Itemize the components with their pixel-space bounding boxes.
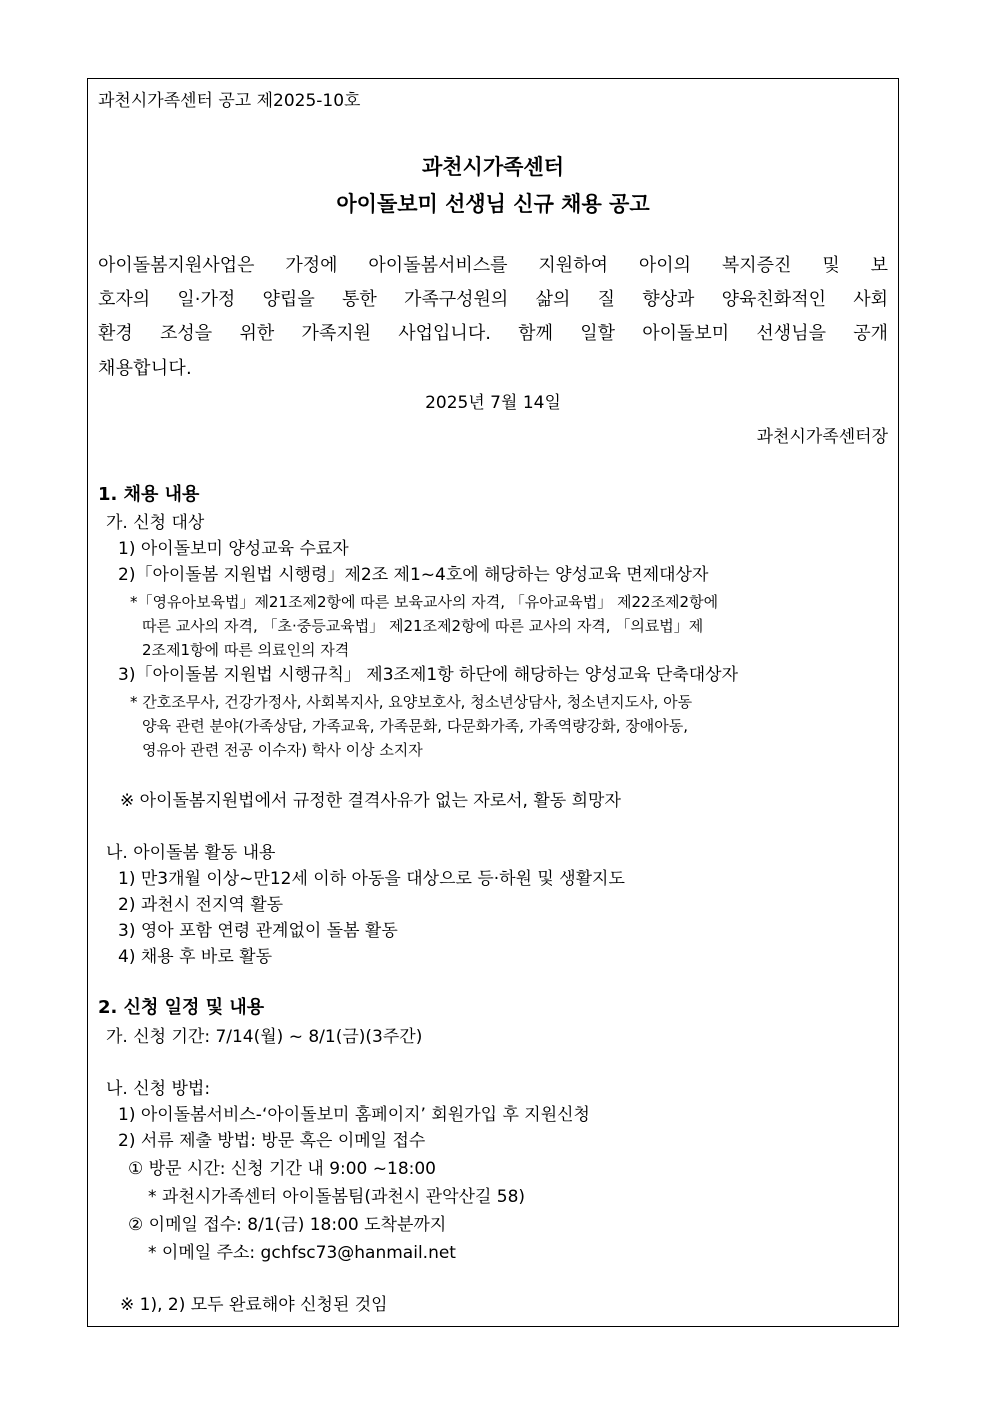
intro-line-3: 환경 조성을 위한 가족지원 사업입니다. 함께 일할 아이돌보미 선생님을 공개 <box>98 323 888 344</box>
page-title: 아이돌보미 선생님 신규 채용 공고 <box>336 192 650 216</box>
intro-line-2: 호자의 일·가정 양립을 통한 가족구성원의 삶의 질 향상과 양육친화적인 사회 <box>98 289 888 310</box>
list-item: 3) 영아 포함 연령 관계없이 돌봄 활동 <box>118 921 398 941</box>
remark: ※ 아이돌봄지원법에서 규정한 결격사유가 없는 자로서, 활동 희망자 <box>120 791 621 811</box>
note-line: * 간호조무사, 건강가정사, 사회복지사, 요양보호사, 청소년상담사, 청소년지도사, 아동 <box>130 693 693 711</box>
section1-sub-b: 나. 아이돌봄 활동 내용 <box>106 843 276 863</box>
list-item: ② 이메일 접수: 8/1(금) 18:00 도착분까지 <box>128 1215 447 1235</box>
section1-sub-a: 가. 신청 대상 <box>106 513 205 533</box>
note-line: * 과천시가족센터 아이돌봄팀(과천시 관악산길 58) <box>148 1187 526 1207</box>
title-org: 과천시가족센터 <box>421 155 564 179</box>
intro-line-1: 아이돌봄지원사업은 가정에 아이돌봄서비스를 지원하여 아이의 복지증진 및 보 <box>98 255 888 276</box>
notice-number: 과천시가족센터 공고 제2025-10호 <box>98 91 361 111</box>
note-line: *「영유아보육법」제21조제2항에 따른 보육교사의 자격, 「유아교육법」 제22조제2항에 <box>130 593 719 611</box>
signer: 과천시가족센터장 <box>756 427 888 447</box>
list-item: 1) 아이돌봄서비스-‘아이돌보미 홈페이지’ 회원가입 후 지원신청 <box>118 1105 590 1125</box>
list-item: 2) 서류 제출 방법: 방문 혹은 이메일 접수 <box>118 1131 426 1151</box>
intro-line-4: 채용합니다. <box>98 358 192 379</box>
list-item: 3)「아이돌봄 지원법 시행규칙」 제3조제1항 하단에 해당하는 양성교육 단축대상자 <box>118 665 738 685</box>
remark: ※ 1), 2) 모두 완료해야 신청된 것임 <box>120 1295 388 1315</box>
section2-heading: 2. 신청 일정 및 내용 <box>98 997 265 1018</box>
note-line: 영유아 관련 전공 이수자) 학사 이상 소지자 <box>142 741 423 759</box>
notice-date: 2025년 7월 14일 <box>425 393 561 413</box>
section2-sub-a: 가. 신청 기간: 7/14(월) ~ 8/1(금)(3주간) <box>106 1027 423 1047</box>
list-item: 2) 과천시 전지역 활동 <box>118 895 284 915</box>
list-item: 1) 아이돌보미 양성교육 수료자 <box>118 539 349 559</box>
list-item: 1) 만3개월 이상~만12세 이하 아동을 대상으로 등·하원 및 생활지도 <box>118 869 625 889</box>
list-item: 4) 채용 후 바로 활동 <box>118 947 273 967</box>
section2-sub-b: 나. 신청 방법: <box>106 1079 211 1099</box>
note-line: 양육 관련 분야(가족상담, 가족교육, 가족문화, 다문화가족, 가족역량강화, 장애아동, <box>142 717 689 735</box>
note-line: 따른 교사의 자격, 「초·중등교육법」 제21조제2항에 따른 교사의 자격, 「의료법」제 <box>142 617 704 635</box>
note-line: 2조제1항에 따른 의료인의 자격 <box>142 641 350 659</box>
section1-heading: 1. 채용 내용 <box>98 484 200 505</box>
notice-frame <box>87 78 899 1327</box>
list-item: 2)「아이돌봄 지원법 시행령」제2조 제1~4호에 해당하는 양성교육 면제대상자 <box>118 565 709 585</box>
email-address: * 이메일 주소: gchfsc73@hanmail.net <box>148 1243 456 1263</box>
list-item: ① 방문 시간: 신청 기간 내 9:00 ~18:00 <box>128 1159 437 1179</box>
